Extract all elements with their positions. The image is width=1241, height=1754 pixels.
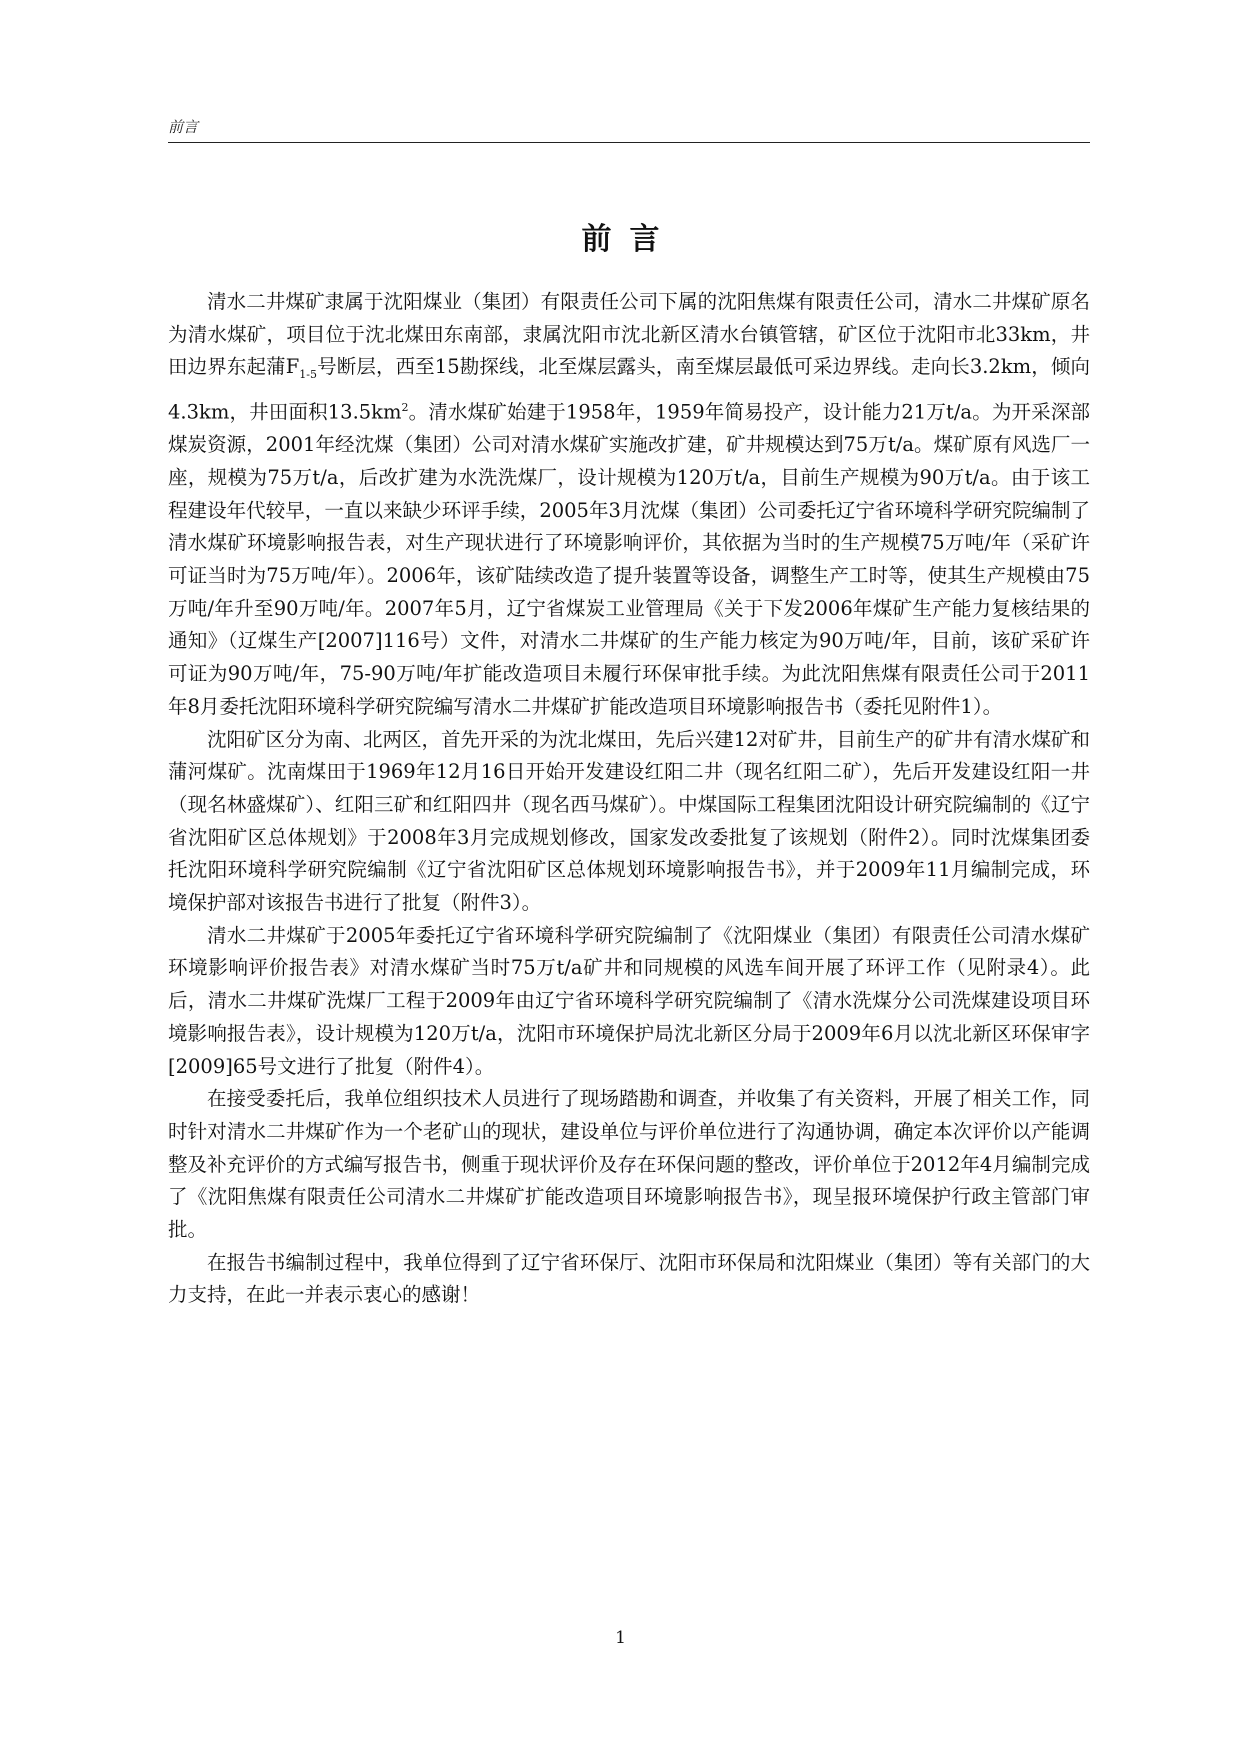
paragraph-1 xyxy=(168,286,1090,724)
page-number: 1 xyxy=(615,1628,626,1648)
running-header: 前言 xyxy=(168,118,199,136)
fault-subscript: 1-5 xyxy=(299,368,317,382)
paragraph-4: 在接受委托后，我单位组织技术人员进行了现场踏勘和调查，并收集了有关资料，开展了相关工作，同时针对清水二井煤矿作为一个老矿山的现状，建设单位与评价单位进行了沟通协调，确定本次评价以产能调整及补充评价的方式编写报告书，侧重于现状评价及存在环保问题的整改，评价单位于2012年4月编制完成了《沈阳焦煤有限责任公司清水二井煤矿扩能改造项目环境影响报告书》，现呈报环境保护行政主管部门审批。 xyxy=(168,1087,1090,1242)
paragraph-1-part-2: 号断层，西至15勘探线，北至煤层露头，南至煤层最低可采边界线。走向长3.2km，倾向4.3km，井田面积13.5km xyxy=(168,355,1090,424)
header-divider xyxy=(168,142,1090,143)
body-text xyxy=(168,286,1090,1312)
paragraph-1-part-3: 。清水煤矿始建于1958年，1959年简易投产，设计能力21万t/a。为开采深部煤炭资源，2001年经沈煤（集团）公司对清水煤矿实施改扩建，矿井规模达到75万t/a。煤矿原有风选厂一座，规模为75万t/a，后改扩建为水洗洗煤厂，设计规模为120万t/a，目前生产规模为90万t/a。由于该工程建设年代较早，一直以来缺少环评手续，2005年3月沈煤（集团）公司委托辽宁省环境科学研究院编制了清水煤矿环境影响报告表，对生产现状进行了环境影响评价，其依据为当时的生产规模75万吨/年（采矿许可证当时为75万吨/年）。2006年，该矿陆续改造了提升装置等设备，调整生产工时等，使其生产规模由75万吨/年升至90万吨/年。2007年5月，辽宁省煤炭工业管理局《关于下发2006年煤矿生产能力复核结果的通知》（辽煤生产[2007]116号）文件，对清水二井煤矿的生产能力核定为90万吨/年，目前，该矿采矿许可证为90万吨/年，75-90万吨/年扩能改造项目未履行环保审批手续。为此沈阳焦煤有限责任公司于2011年8月委托沈阳环境科学研究院编写清水二井煤矿扩能改造项目环境影响报告书（委托见附件1）。 xyxy=(168,400,1090,718)
paragraph-1-part-1: 清水二井煤矿隶属于沈阳煤业（集团）有限责任公司下属的沈阳焦煤有限责任公司，清水二井煤矿原名为清水煤矿，项目位于沈北煤田东南部，隶属沈阳市沈北新区清水台镇管辖，矿区位于沈阳市北33km，井田边界东起蒲F xyxy=(168,290,1090,379)
paragraph-3: 清水二井煤矿于2005年委托辽宁省环境科学研究院编制了《沈阳煤业（集团）有限责任公司清水煤矿环境影响评价报告表》对清水煤矿当时75万t/a矿井和同规模的风选车间开展了环评工作（见附录4）。此后，清水二井煤矿洗煤厂工程于2009年由辽宁省环境科学研究院编制了《清水洗煤分公司洗煤建设项目环境影响报告表》，设计规模为120万t/a，沈阳市环境保护局沈北新区分局于2009年6月以沈北新区环保审字[2009]65号文进行了批复（附件4）。 xyxy=(168,923,1090,1078)
page-title: 前言 xyxy=(581,222,678,257)
paragraph-2: 沈阳矿区分为南、北两区，首先开采的为沈北煤田，先后兴建12对矿井，目前生产的矿井有清水煤矿和蒲河煤矿。沈南煤田于1969年12月16日开始开发建设红阳二井（现名红阳二矿），先后开发建设红阳一井（现名林盛煤矿）、红阳三矿和红阳四井（现名西马煤矿）。中煤国际工程集团沈阳设计研究院编制的《辽宁省沈阳矿区总体规划》于2008年3月完成规划修改，国家发改委批复了该规划（附件2）。同时沈煤集团委托沈阳环境科学研究院编制《辽宁省沈阳矿区总体规划环境影响报告书》，并于2009年11月编制完成，环境保护部对该报告书进行了批复（附件3）。 xyxy=(168,727,1090,915)
area-unit-superscript: 2 xyxy=(401,401,409,414)
paragraph-5: 在报告书编制过程中，我单位得到了辽宁省环保厅、沈阳市环保局和沈阳煤业（集团）等有关部门的大力支持，在此一并表示衷心的感谢！ xyxy=(168,1250,1090,1307)
